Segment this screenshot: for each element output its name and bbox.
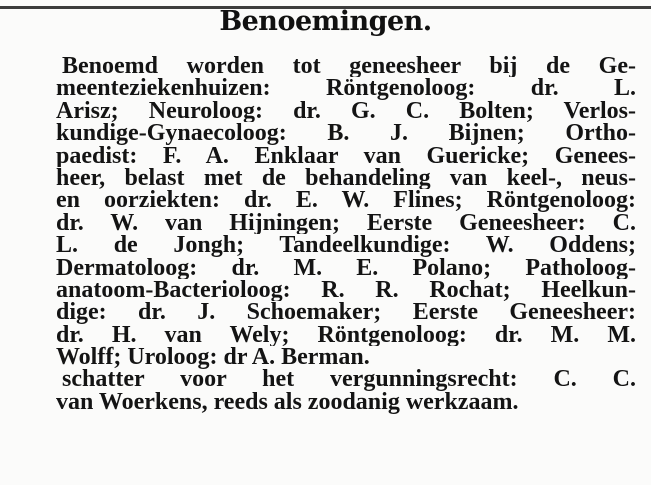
article-line-13: dr. H. van Wely; Röntgenoloog: dr. M. M. <box>56 323 636 347</box>
article-line-3: Arisz; Neuroloog: dr. G. C. Bolten; Verlos- <box>56 99 636 123</box>
article-line-2: meenteziekenhuizen: Röntgenoloog: dr. L. <box>56 77 636 100</box>
article-line-5: paedist: F. A. Enklaar van Guericke; Genees- <box>56 144 636 167</box>
article-body <box>56 55 636 413</box>
article-line-16: van Woerkens, reeds als zoodanig werkzaam. <box>56 388 519 415</box>
article-line-11: anatoom-Bacterioloog: R. R. Rochat; Heelkun- <box>56 278 636 302</box>
article-line-15: schatter voor het vergunningsrecht: C. C. <box>62 368 636 391</box>
article-line-12: dige: dr. J. Schoemaker; Eerste Geneesheer: <box>56 301 636 324</box>
article-line-1: Benoemd worden tot geneesheer bij de Ge- <box>62 55 636 78</box>
article-line-6: heer, belast met de behandeling van keel-, neus- <box>56 166 636 190</box>
article-line-10: Dermatoloog: dr. M. E. Polano; Patholoog- <box>56 256 636 279</box>
article-line-8: dr. W. van Hijningen; Eerste Geneesheer: C. <box>56 211 636 235</box>
article-line-9: L. de Jongh; Tandeelkundige: W. Oddens; <box>56 234 636 257</box>
article-line-14: Wolff; Uroloog: dr A. Berman. <box>56 344 370 371</box>
article-line-7: en oorziekten: dr. E. W. Flines; Röntgenoloog: <box>56 189 636 212</box>
article-line-4: kundige-Gynaecoloog: B. J. Bijnen; Ortho- <box>56 122 636 145</box>
article-heading: Benoemingen. <box>219 6 432 37</box>
